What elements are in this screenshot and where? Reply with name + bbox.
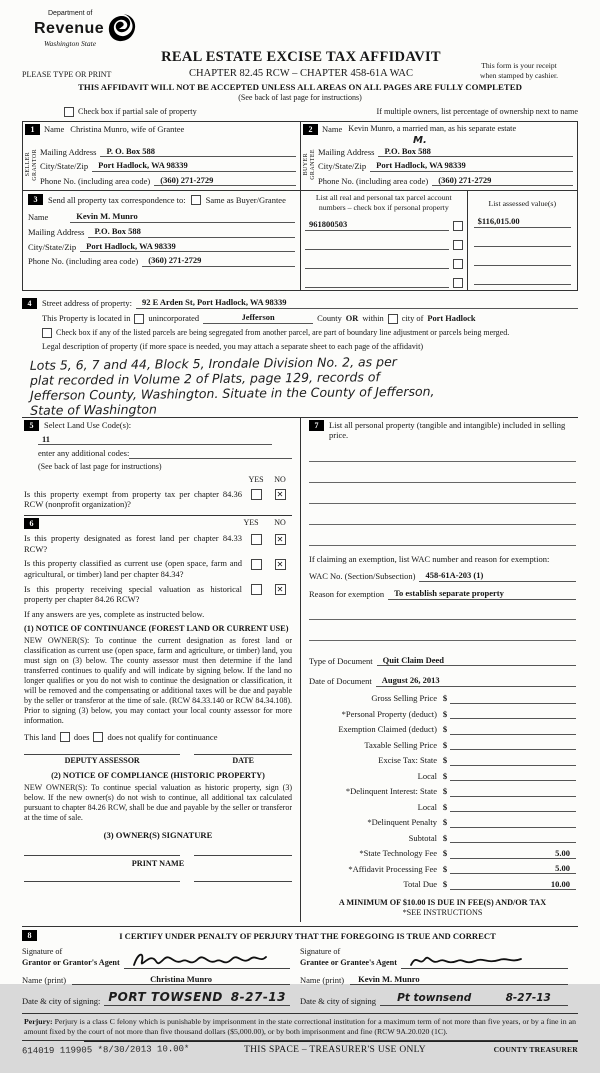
- fee-label: Local: [417, 770, 437, 781]
- dollar-sign: $: [442, 708, 448, 719]
- corr-mailing-label: Mailing Address: [28, 227, 85, 238]
- county-word: County: [317, 313, 342, 323]
- section-5-number: 5: [24, 420, 39, 431]
- county-treasurer-label: COUNTY TREASURER: [493, 1044, 578, 1054]
- seller-csz-label: City/State/Zip: [40, 161, 89, 172]
- no-header: NO: [274, 474, 286, 484]
- owners-signature-label: (3) OWNER(S) SIGNATURE: [103, 829, 213, 840]
- no-header-6: NO: [274, 518, 286, 528]
- buyer-phone-label: Phone No. (including area code): [318, 175, 429, 186]
- section-1-number: 1: [25, 124, 40, 135]
- reason-extra-line: [309, 629, 576, 641]
- personal-property-lines: [309, 450, 576, 546]
- dollar-sign: $: [442, 770, 448, 781]
- city-checkbox: [388, 314, 398, 324]
- yes-header-6: YES: [243, 518, 259, 528]
- fee-label: Excise Tax: State: [378, 755, 437, 766]
- exempt-yes-checkbox: [251, 489, 262, 500]
- fee-amount: 10.00: [550, 878, 570, 889]
- grantee-signature-label: [300, 947, 397, 968]
- corr-csz-label: City/State/Zip: [28, 241, 77, 252]
- land-use-code-value: 11: [38, 434, 272, 446]
- fee-label: Taxable Selling Price: [364, 739, 437, 750]
- dollar-sign: $: [442, 693, 448, 704]
- fee-amount: [570, 739, 576, 749]
- seeback-line: (See back of last page for instructions): [238, 93, 362, 103]
- parcel-personal-checkbox: [453, 240, 463, 250]
- buyer-mailing-label: Mailing Address: [318, 146, 375, 157]
- buyer-csz-label: City/State/Zip: [318, 161, 367, 172]
- notice-2-title: (2) NOTICE OF COMPLIANCE (HISTORIC PROPERTY): [51, 771, 265, 781]
- deputy-assessor-label: DEPUTY ASSESSOR: [64, 756, 140, 766]
- seller-side-word1: SELLER: [25, 152, 31, 177]
- legal-description-label: Legal description of property (if more space is needed, you may attach a separate sheet to each page of the affidavit): [42, 342, 424, 352]
- corr-phone-label: Phone No. (including area code): [28, 256, 139, 267]
- within-word: within: [362, 313, 384, 323]
- dollar-sign: $: [442, 832, 448, 843]
- yes-header: YES: [248, 474, 264, 484]
- buyer-name-value: Kevin Munro, a married man, as his separate estate: [348, 124, 517, 134]
- receipt-note-line1: This form is your receipt: [481, 60, 557, 70]
- seller-name-value: Christina Munro, wife of Grantee: [70, 123, 185, 134]
- section-3-correspondence: [23, 191, 300, 290]
- corr-csz-value: Port Hadlock, WA 98339: [80, 241, 295, 253]
- form-title: REAL ESTATE EXCISE TAX AFFIDAVIT: [161, 49, 441, 66]
- fee-amount: 5.00: [555, 847, 570, 858]
- assessed-values-col: [467, 191, 577, 290]
- type-of-document-label: Type of Document: [309, 655, 373, 666]
- dor-logo: [34, 10, 578, 48]
- parcel-number-blank: [305, 238, 449, 250]
- buyer-phone-value: (360) 271-2729: [432, 175, 573, 187]
- seller-phone-label: Phone No. (including area code): [40, 175, 151, 186]
- signature-of-label: Signature of: [300, 947, 341, 957]
- wac-label: WAC No. (Section/Subsection): [309, 571, 416, 582]
- send-correspondence-label: Send all property tax correspondence to:: [48, 194, 186, 205]
- current-use-question: Is this property classified as current use (open space, farm and agricultural, or timber) land per chapter 84.34?: [24, 558, 242, 579]
- forest-yes-checkbox: [251, 534, 262, 545]
- grantor-date-city-label: Date & city of signing:: [22, 995, 101, 1006]
- grantor-city-handwriting: PORT TOWSEND: [108, 990, 223, 1005]
- grantor-signature-field: [124, 954, 290, 969]
- street-address-label: Street address of property:: [42, 298, 132, 309]
- section-1-seller: [23, 122, 300, 191]
- grantor-signature-scrawl: [130, 949, 270, 971]
- section-6-number: 6: [24, 518, 39, 529]
- fee-label: Subtotal: [408, 832, 437, 843]
- section-5-6-column: [22, 418, 300, 923]
- seller-phone-value: (360) 271-2729: [154, 175, 296, 187]
- dollar-sign: $: [442, 786, 448, 797]
- fee-label: *Affidavit Processing Fee: [348, 863, 437, 874]
- seller-csz-value: Port Hadlock, WA 98339: [92, 160, 296, 172]
- minimum-due-note: A MINIMUM OF $10.00 IS DUE IN FEE(S) AND/OR TAX: [338, 897, 547, 907]
- legal-description-handwriting: [30, 352, 579, 418]
- owner-signature-line: [194, 855, 292, 856]
- grantee-city-handwriting: Pt townsend: [397, 992, 472, 1005]
- warning-line: THIS AFFIDAVIT WILL NOT BE ACCEPTED UNLESS ALL AREAS ON ALL PAGES ARE FULLY COMPLETED: [78, 82, 522, 93]
- seller-mailing-value: P. O. Box 588: [100, 146, 296, 158]
- fee-amount: [570, 801, 576, 811]
- section-8-certify: [22, 926, 578, 1006]
- land-use-title: Select Land Use Code(s):: [44, 419, 132, 430]
- dollar-sign: $: [442, 817, 448, 828]
- section-3-number: 3: [28, 194, 43, 205]
- perjury-text: Perjury is a class C felony which is punishable by imprisonment in the state correctional institution for a maximum term of not more than five years, or by a fine in an amount fixed by the court of not more than five thousand dollars ($5,000.00), or by both imprisonment and fine (RCW 9A.20.020 (1C).: [24, 1017, 576, 1037]
- grantor-signature-label: [22, 947, 120, 968]
- reason-extra-line: [309, 608, 576, 620]
- perjury-notice: [22, 1013, 578, 1040]
- additional-codes-label: enter any additional codes:: [38, 448, 130, 459]
- seller-name-label: Name: [44, 123, 65, 134]
- form-chapter: CHAPTER 82.45 RCW – CHAPTER 458-61A WAC: [189, 68, 413, 80]
- parcel-personal-checkbox: [453, 259, 463, 269]
- notice-2-body: NEW OWNER(S): To continue special valuation as historic property, sign (3) below. If the new owner(s) do not wish to continue, all additional tax calculated pursuant to chapter 84.26 RCW, shall be due and payable by the seller or transferor at the time of sale.: [24, 782, 292, 822]
- segregated-checkbox: [42, 328, 52, 338]
- section-2-buyer: [300, 122, 577, 191]
- corr-name-label: Name: [28, 212, 49, 223]
- partial-sale-checkbox: [64, 107, 74, 117]
- fee-amount: [570, 755, 576, 765]
- personal-property-line: [309, 492, 576, 504]
- fee-label: Total Due: [403, 879, 437, 890]
- logo-state-text: Washington State: [44, 38, 97, 48]
- unincorporated-checkbox: [134, 314, 144, 324]
- dollar-sign: $: [442, 879, 448, 890]
- parcel-number-blank: [305, 257, 449, 269]
- buyer-grantee-side-label: [303, 143, 318, 187]
- parcel-personal-checkbox: [453, 221, 463, 231]
- certify-statement: I CERTIFY UNDER PENALTY OF PERJURY THAT THE FOREGOING IS TRUE AND CORRECT: [119, 930, 496, 941]
- parties-box: [22, 121, 578, 292]
- fee-label: Gross Selling Price: [371, 693, 437, 704]
- seller-mailing-label: Mailing Address: [40, 146, 97, 157]
- reason-label: Reason for exemption: [309, 589, 385, 600]
- parcel-numbers-col: [301, 191, 467, 290]
- section-4-property: [22, 297, 578, 418]
- exemption-prompt: If claiming an exemption, list WAC number and reason for exemption:: [309, 553, 550, 564]
- fee-amount: [570, 786, 576, 796]
- personal-property-line: [309, 471, 576, 483]
- logo-revenue-text: Revenue: [34, 19, 105, 37]
- historical-yes-checkbox: [251, 584, 262, 595]
- print-name-line: [24, 881, 180, 882]
- grantor-name-print-label: Name (print): [22, 974, 67, 985]
- treasurer-footer: [22, 1041, 578, 1073]
- segregated-label: Check box if any of the listed parcels are being segregated from another parcel, are part of boundary line adjustment or parcels being merged.: [56, 328, 510, 338]
- please-type-note: PLEASE TYPE OR PRINT: [22, 70, 112, 80]
- fee-label: *State Technology Fee: [359, 848, 437, 859]
- assessed-value-blank: [474, 235, 571, 247]
- receipt-note-line2: when stamped by cashier.: [479, 70, 559, 80]
- buyer-side-word2: GRANTEE: [310, 149, 316, 180]
- fee-amount: [570, 770, 576, 780]
- section-7-number: 7: [309, 420, 324, 431]
- city-value: Port Hadlock: [427, 313, 476, 323]
- grantee-date-handwriting: 8-27-13: [505, 992, 551, 1005]
- exempt-question: Is this property exempt from property tax per chapter 84.36 RCW (nonprofit organization)?: [24, 488, 242, 510]
- corr-mailing-value: P.O. Box 588: [88, 226, 295, 238]
- seller-side-word2: GRANTOR: [32, 148, 38, 181]
- dollar-sign: $: [442, 801, 448, 812]
- personal-property-title: List all personal property (tangible and intangible) included in selling price.: [329, 419, 566, 441]
- grantee-signature-scrawl: [407, 951, 527, 971]
- county-value: Jefferson: [203, 313, 313, 325]
- perjury-label: Perjury:: [24, 1017, 53, 1027]
- does-not-label: does not qualify for continuance: [107, 731, 218, 742]
- fee-label: *Personal Property (deduct): [341, 708, 437, 719]
- legal-line-1: Lots 5, 6, 7 and 44, Block 5, Irondale Division No. 2, as per: [29, 353, 397, 373]
- parcel-number-blank: [305, 276, 449, 288]
- does-checkbox: [60, 732, 70, 742]
- city-of-label: city of: [401, 313, 424, 323]
- receipt-note: [460, 61, 578, 81]
- parcel-numbers-header: List all real and personal tax parcel account numbers – check box if personal property: [315, 193, 452, 212]
- section-7-column: [300, 418, 578, 923]
- see-back-note: (See back of last page for instructions): [38, 461, 162, 471]
- notice-1-body: NEW OWNER(S): To continue the current designation as forest land or classification as current use (open space, farm and agriculture, or timber) land, you must sign on (3) below. The county assessor must then determine if the land transferred continues to qualify and will indicate by signing below. If the land no longer qualifies or you do not wish to continue the designation or classification, it will be removed and the compensating or additional taxes will be due and payable by the seller or transferor at the time of sale. (RCW 84.33.140 or RCW 84.34.108). Prior to signing (3) below, you may contact your local county assessor for more information.: [24, 635, 292, 725]
- seller-grantor-side-label: [25, 143, 40, 187]
- grantee-name-print-label: Name (print): [300, 974, 345, 985]
- located-in-label: This Property is located in: [42, 313, 131, 323]
- unincorporated-label: unincorporated: [148, 313, 200, 323]
- parcel-box: [300, 191, 577, 290]
- historical-question: Is this property receiving special valuation as historical property per chapter 84.26 RCW?: [24, 583, 242, 605]
- signature-of-label: Signature of: [22, 947, 63, 957]
- partial-sale-label: Check box if partial sale of property: [78, 107, 197, 117]
- personal-property-line: [309, 513, 576, 525]
- date-of-document-label: Date of Document: [309, 676, 372, 687]
- fee-label: Local: [417, 801, 437, 812]
- buyer-name-handwritten-note: M.: [413, 134, 427, 146]
- if-yes-note: If any answers are yes, complete as instructed below.: [24, 608, 205, 619]
- or-word: OR: [345, 313, 359, 323]
- date-label: DATE: [232, 756, 254, 766]
- buyer-mailing-value: P.O. Box 588: [378, 146, 573, 158]
- deputy-assessor-line: [24, 754, 180, 755]
- parcel-personal-checkbox: [453, 278, 463, 288]
- forest-no-checkbox: ✕: [275, 534, 286, 545]
- dollar-sign: $: [442, 724, 448, 735]
- corr-name-value: Kevin M. Munro: [70, 211, 295, 223]
- parcel-number-value: 961800503: [305, 219, 449, 231]
- buyer-csz-value: Port Hadlock, WA 98339: [370, 160, 573, 172]
- multiple-owners-note: If multiple owners, list percentage of ownership next to name: [376, 107, 578, 117]
- same-as-buyer-checkbox: [191, 195, 201, 205]
- dollar-sign: $: [442, 848, 448, 859]
- exempt-no-checkbox: ✕: [275, 489, 286, 500]
- assessed-value-blank: [474, 254, 571, 266]
- dollar-sign: $: [442, 755, 448, 766]
- type-of-document-value: Quit Claim Deed: [377, 655, 576, 667]
- footer-divider: [84, 1041, 578, 1042]
- buyer-name-label: Name: [322, 123, 343, 134]
- fee-label: *Delinquent Interest: State: [345, 786, 437, 797]
- fee-label: *Delinquent Penalty: [367, 817, 437, 828]
- personal-property-line: [309, 450, 576, 462]
- logo-dept-text: Department of: [48, 10, 93, 17]
- print-name-label: PRINT NAME: [131, 858, 185, 868]
- assessed-value: $116,015.00: [474, 216, 571, 228]
- does-label: does: [73, 731, 90, 742]
- forest-land-question: Is this property designated as forest land per chapter 84.33 RCW?: [24, 533, 242, 554]
- fee-amount: [570, 832, 576, 842]
- section-8-number: 8: [22, 930, 37, 941]
- grantee-date-city-label: Date & city of signing: [300, 995, 377, 1006]
- street-address-value: 92 E Arden St, Port Hadlock, WA 98339: [136, 297, 578, 309]
- dollar-sign: $: [442, 739, 448, 750]
- personal-property-line: [309, 534, 576, 546]
- cashier-stamp: 614019 119905 *8/30/2013 10.00*: [21, 1043, 190, 1057]
- buyer-side-word1: BUYER: [303, 153, 309, 176]
- this-land-label: This land: [24, 731, 56, 742]
- grantee-signature-field: [401, 954, 568, 969]
- legal-line-4: State of Washington: [30, 401, 157, 418]
- print-name-line: [194, 881, 292, 882]
- dor-swirl-icon: [106, 12, 138, 44]
- fee-amount: 5.00: [555, 863, 570, 874]
- corr-phone-value: (360) 271-2729: [142, 255, 295, 267]
- owner-signature-line: [24, 855, 180, 856]
- current-use-yes-checkbox: [251, 559, 262, 570]
- legal-line-2: plat recorded in Volume 2 of Plats, page 129, records of: [29, 368, 380, 388]
- fee-amount: [570, 724, 576, 734]
- date-of-document-value: August 26, 2013: [376, 675, 576, 687]
- see-instructions-note: *SEE INSTRUCTIONS: [402, 908, 483, 918]
- section-2-number: 2: [303, 124, 318, 135]
- reason-value: To establish separate property: [388, 588, 576, 600]
- assessed-value-blank: [474, 273, 571, 285]
- grantor-date-handwriting: 8-27-13: [230, 990, 287, 1005]
- treasurer-space-label: THIS SPACE – TREASURER'S USE ONLY: [244, 1044, 426, 1055]
- notice-1-title: (1) NOTICE OF CONTINUANCE (FOREST LAND OR CURRENT USE): [24, 624, 289, 634]
- does-not-checkbox: [93, 732, 103, 742]
- grantor-name-print-value: Christina Munro: [72, 974, 290, 986]
- additional-codes-line: [129, 458, 292, 459]
- wac-value: 458-61A-203 (1): [419, 570, 576, 582]
- fee-label: Exemption Claimed (deduct): [338, 724, 437, 735]
- fee-amount: [570, 693, 576, 703]
- same-as-buyer-label: Same as Buyer/Grantee: [205, 194, 286, 205]
- legal-line-3: Jefferson County, Washington. Situate in the County of Jefferson,: [30, 383, 435, 403]
- historical-no-checkbox: ✕: [275, 584, 286, 595]
- grantor-agent-label: Grantor or Grantor's Agent: [22, 958, 120, 968]
- grantee-name-print-value: Kevin M. Munro: [350, 974, 568, 986]
- fee-amount: [570, 817, 576, 827]
- fee-amount: [570, 708, 576, 718]
- date-line: [194, 754, 292, 755]
- dollar-sign: $: [442, 863, 448, 874]
- current-use-no-checkbox: ✕: [275, 559, 286, 570]
- assessed-values-header: List assessed value(s): [488, 199, 557, 209]
- section-4-number: 4: [22, 298, 37, 309]
- grantee-agent-label: Grantee or Grantee's Agent: [300, 958, 397, 968]
